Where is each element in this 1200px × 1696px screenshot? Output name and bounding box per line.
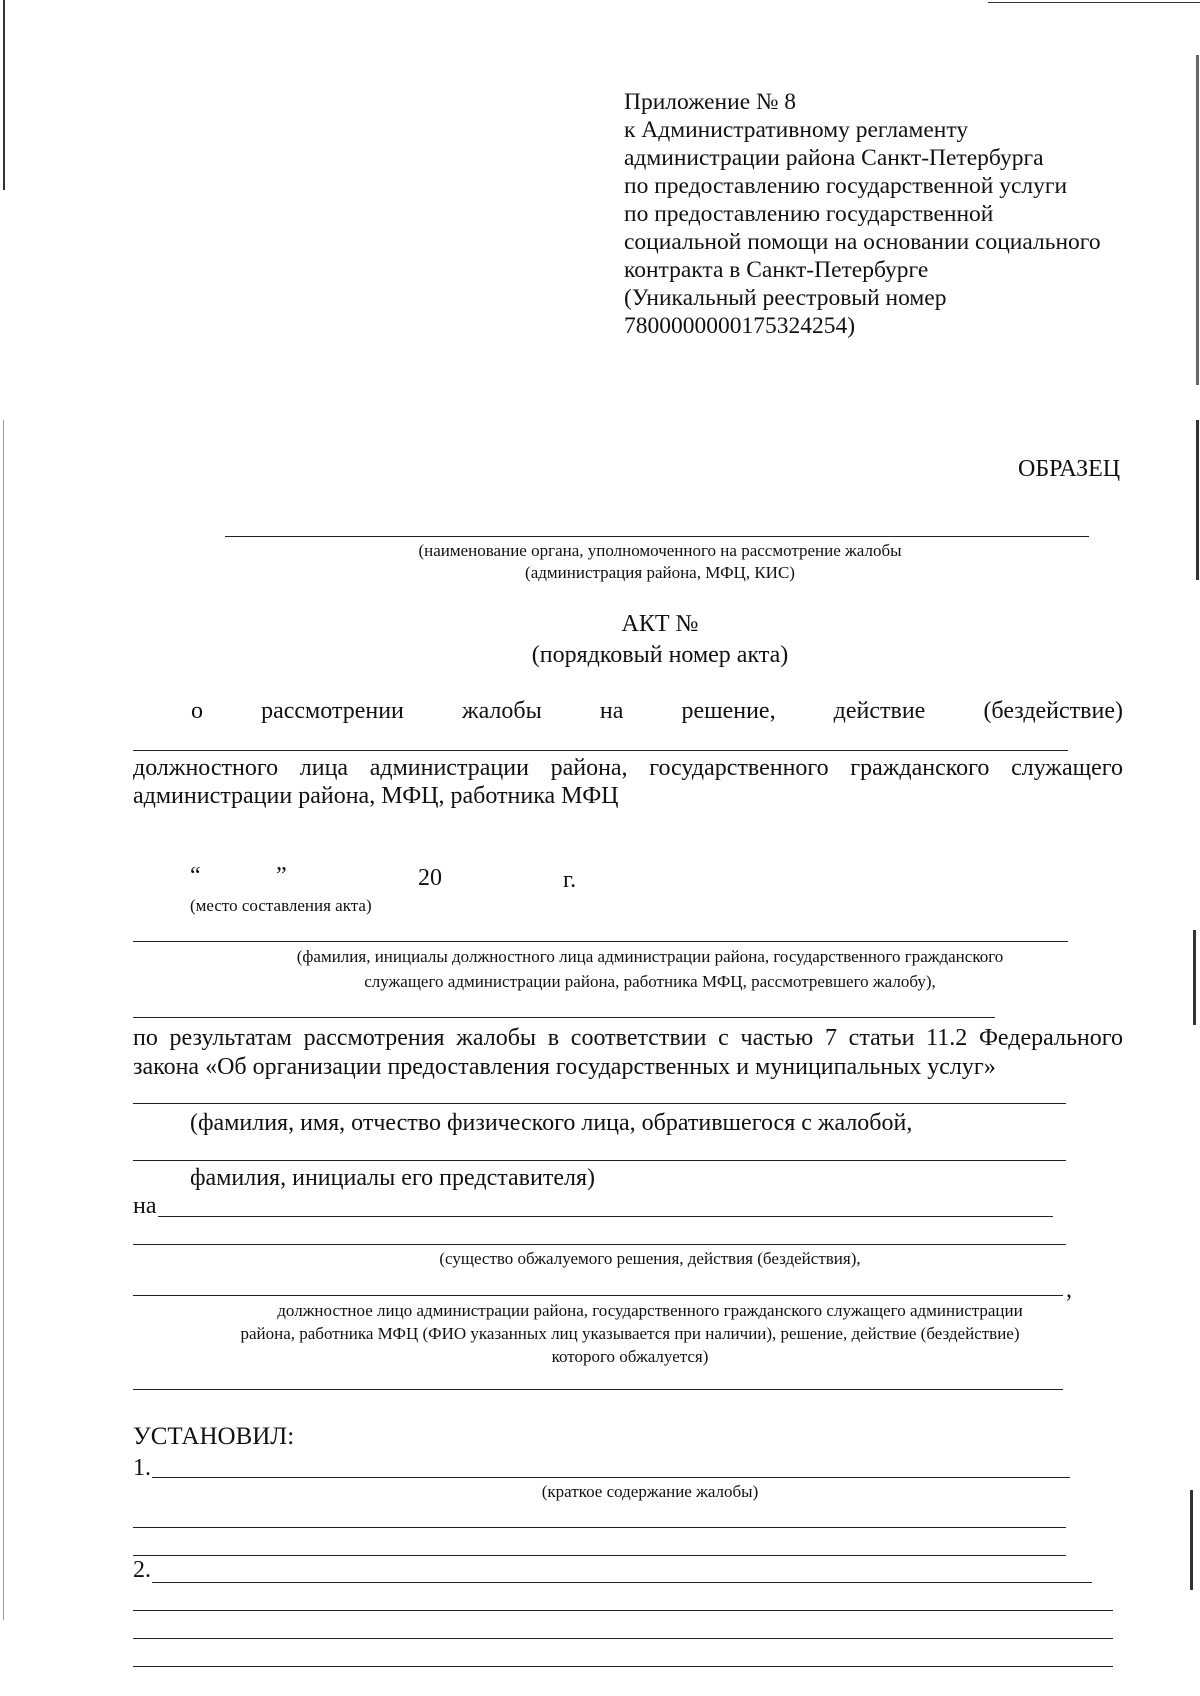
item-1-caption: (краткое содержание жалобы) (541, 1482, 759, 1501)
scan-edge-right-4 (1190, 1490, 1193, 1590)
basis-text: по результатам рассмотрения жалобы в соответствии с частью 7 статьи 11.2 Федерального (133, 1025, 1123, 1051)
appendix-line: контракта в Санкт-Петербурге (624, 257, 929, 283)
item-2-number: 2. (133, 1557, 151, 1583)
item-1-blank-line-3 (133, 1555, 1066, 1556)
appeal-blank-line (158, 1216, 1053, 1217)
date-open-quote: “ (190, 863, 201, 889)
established-heading: УСТАНОВИЛ: (133, 1423, 295, 1450)
act-subject-word: действие (833, 698, 926, 724)
act-title: АКТ № (621, 611, 699, 637)
appeal-caption: района, работника МФЦ (ФИО указанных лиц указывается при наличии), решение, действие (бездействие) (240, 1324, 1020, 1343)
act-subject-text: должностного лица администрации района, государственного гражданского служащего (133, 755, 1123, 781)
item-1-number: 1. (133, 1455, 151, 1481)
applicant-blank-line-2 (133, 1160, 1066, 1161)
act-subject-text: администрации района, МФЦ, работника МФЦ (133, 783, 619, 809)
applicant-caption: фамилия, инициалы его представителя) (190, 1165, 595, 1191)
official-caption: служащего администрации района, работника МФЦ, рассмотревшего жалобу), (364, 972, 936, 991)
item-2-blank-line (152, 1582, 1092, 1583)
appendix-line: Приложение № 8 (624, 89, 797, 115)
act-subject-word: решение, (681, 698, 776, 724)
scan-edge-right-2 (1196, 420, 1199, 580)
authority-caption: (наименование органа, уполномоченного на рассмотрение жалобы (418, 541, 902, 560)
act-subject-word: жалобы (461, 698, 542, 724)
scan-edge-right-1 (1196, 55, 1199, 385)
act-subject-line (191, 697, 1123, 725)
scan-edge-left-lower (3, 420, 4, 1620)
authority-blank-line (225, 536, 1089, 537)
act-subject-word: о (191, 698, 203, 724)
act-subject-word: рассмотрении (261, 698, 404, 724)
appendix-line: по предоставлению государственной (624, 201, 994, 227)
applicant-caption: (фамилия, имя, отчество физического лица, обратившегося с жалобой, (190, 1110, 913, 1136)
official-caption: (фамилия, инициалы должностного лица администрации района, государственного гражданского (296, 947, 1004, 966)
appeal-blank-line-4 (133, 1389, 1063, 1390)
item-2-blank-line-3 (133, 1638, 1113, 1639)
date-close-quote: ” (276, 863, 287, 889)
act-subject-word: (бездействие) (983, 698, 1123, 724)
appeal-caption: которого обжалуется) (551, 1347, 709, 1366)
appendix-block (624, 88, 1101, 340)
appendix-line: по предоставлению государственной услуги (624, 173, 1068, 199)
appeal-comma: , (1066, 1277, 1072, 1303)
item-1-blank-line-2 (133, 1527, 1066, 1528)
appeal-caption: должностное лицо администрации района, государственного гражданского служащего администрации (277, 1301, 1023, 1320)
appendix-line: социальной помощи на основании социального (624, 229, 1101, 255)
basis-text: закона «Об организации предоставления государственных и муниципальных услуг» (133, 1054, 996, 1080)
date-year-suffix: г. (563, 867, 577, 893)
appeal-caption: (существо обжалуемого решения, действия (бездействия), (439, 1249, 861, 1268)
sample-mark: ОБРАЗЕЦ (1018, 456, 1121, 482)
scan-edge-right-3 (1193, 930, 1196, 1025)
applicant-blank-line (133, 1103, 1066, 1104)
appendix-line: администрации района Санкт-Петербурга (624, 145, 1044, 171)
scan-edge-top (988, 2, 1200, 3)
authority-caption: (администрация района, МФЦ, КИС) (525, 563, 795, 582)
date-year-prefix: 20 (418, 865, 442, 891)
appendix-line: 7800000000175324254) (624, 313, 856, 339)
appendix-line: к Административному регламенту (624, 117, 969, 143)
official-blank-line (133, 941, 1068, 942)
appeal-blank-line-2 (133, 1244, 1066, 1245)
act-subject-word: на (599, 698, 624, 724)
appendix-line: (Уникальный реестровый номер (624, 285, 947, 311)
item-2-blank-line-2 (133, 1610, 1113, 1611)
official-blank-line-2 (133, 1017, 995, 1018)
act-subject-blank-line (133, 750, 1068, 751)
act-subtitle: (порядковый номер акта) (531, 642, 789, 668)
item-2-blank-line-4 (133, 1666, 1113, 1667)
place-caption: (место составления акта) (190, 896, 372, 915)
appeal-blank-line-3 (133, 1295, 1063, 1296)
scan-edge-left (3, 0, 5, 190)
item-1-blank-line (152, 1477, 1070, 1478)
appeal-on-label: на (133, 1193, 157, 1219)
